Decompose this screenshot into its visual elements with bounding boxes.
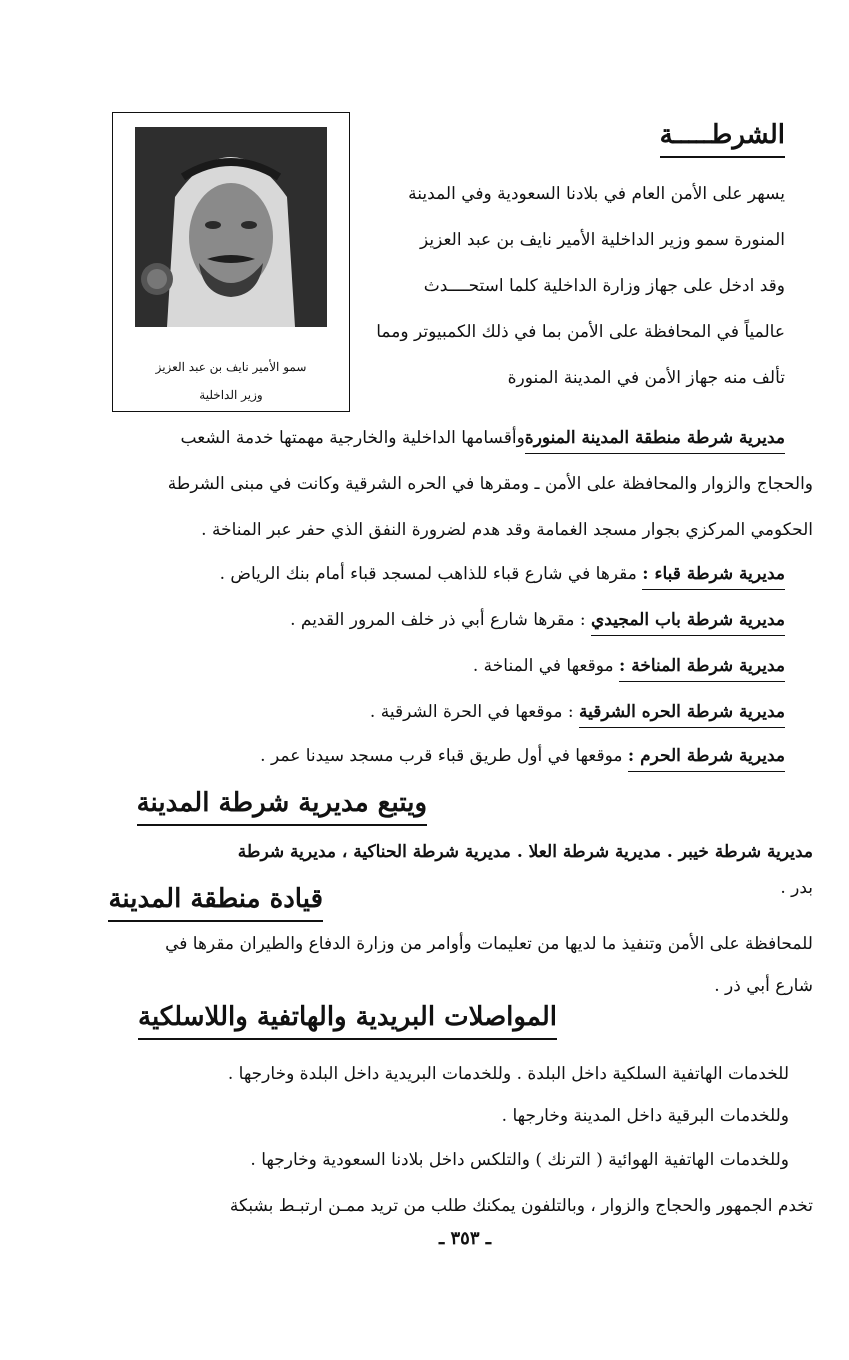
- directorate-label: مديرية شرطة الحره الشرقية: [579, 702, 785, 728]
- police-intro-line-5: تألف منه جهاز الأمن في المدينة المنورة: [507, 368, 785, 388]
- affiliated-line-1: مديرية شرطة خيبر . مديرية شرطة العلا . مديرية شرطة الحناكية ، مديرية شرطة: [237, 842, 813, 862]
- madinah-directorate-line-3: الحكومي المركزي بجوار مسجد الغمامة وقد هدم لضرورة النفق الذي حفر عبر المناخة .: [201, 520, 813, 540]
- communications-line-3: وللخدمات الهاتفية الهوائية ( الترنك ) والتلكس داخل بلادنا السعودية وخارجها .: [250, 1150, 789, 1170]
- directorate-item-bab-almajidi: [290, 608, 785, 632]
- directorate-text: : مقرها شارع أبي ذر خلف المرور القديم .: [290, 610, 591, 630]
- madinah-directorate-line-2: والحجاج والزوار والمحافظة على الأمن ـ ومقرها في الحره الشرقية وكانت في مبنى الشرطة: [167, 474, 813, 494]
- region-command-line-1: للمحافظة على الأمن وتنفيذ ما لديها من تعليمات وأوامر من وزارة الدفاع والطيران مقرها في: [165, 934, 813, 954]
- communications-line-2: وللخدمات البرقية داخل المدينة وخارجها .: [501, 1106, 789, 1126]
- affiliated-line-2: بدر .: [780, 878, 813, 898]
- affiliated-heading-wrap: [137, 786, 427, 826]
- communications-heading: المواصلات البريدية والهاتفية واللاسلكية: [138, 1000, 557, 1040]
- page-number: ـ ٣٥٣ ـ: [438, 1228, 492, 1249]
- directorate-label: مديرية شرطة قباء :: [642, 564, 785, 590]
- directorate-item-alharam: [260, 744, 785, 768]
- directorate-text: موقعها في المناخة .: [472, 656, 620, 676]
- region-command-heading-wrap: [108, 882, 323, 922]
- directorate-text: : موقعها في الحرة الشرقية .: [369, 702, 579, 722]
- photo-caption-title: وزير الداخلية: [199, 388, 263, 402]
- directorate-label: مديرية شرطة المناخة :: [619, 656, 785, 682]
- directorate-item-almanakha: [473, 654, 785, 678]
- communications-line-4: تخدم الجمهور والحجاج والزوار ، وبالتلفون يمكنك طلب من تريد ممـن ارتبـط بشبكة: [229, 1196, 813, 1216]
- directorate-label: مديرية شرطة الحرم :: [628, 746, 785, 772]
- minister-photo-frame: [112, 112, 350, 412]
- affiliated-heading: ويتبع مديرية شرطة المدينة: [137, 786, 427, 826]
- directorate-item-quba: [220, 562, 785, 586]
- communications-heading-wrap: [138, 1000, 557, 1040]
- police-intro-line-1: يسهر على الأمن العام في بلادنا السعودية وفي المدينة: [408, 184, 785, 204]
- police-intro-line-2: المنورة سمو وزير الداخلية الأمير نايف بن عبد العزيز: [419, 230, 785, 250]
- minister-portrait-image: [135, 127, 327, 327]
- directorate-item-harrah-sharqiya: [370, 700, 785, 724]
- madinah-directorate-label: مديرية شرطة منطقة المدينة المنورة: [525, 428, 785, 454]
- madinah-directorate-line1-text: وأقسامها الداخلية والخارجية مهمتها خدمة الشعب: [180, 428, 525, 448]
- police-intro-line-4: عالمياً في المحافظة على الأمن بما في ذلك الكمبيوتر ومما: [376, 322, 785, 342]
- police-title: الشرطـــــة: [660, 118, 785, 158]
- directorate-text: موقعها في أول طريق قباء قرب مسجد سيدنا عمر .: [260, 746, 628, 766]
- photo-caption-name: سمو الأمير نايف بن عبد العزيز: [155, 360, 307, 374]
- police-intro-line-3: وقد ادخل على جهاز وزارة الداخلية كلما استحــــدث: [423, 276, 785, 296]
- directorate-label: مديرية شرطة باب المجيدي: [591, 610, 785, 636]
- region-command-heading: قيادة منطقة المدينة: [108, 882, 323, 922]
- madinah-directorate-line-1: [181, 426, 785, 450]
- police-heading-wrap: [660, 118, 785, 158]
- communications-line-1: للخدمات الهاتفية السلكية داخل البلدة . وللخدمات البريدية داخل البلدة وخارجها .: [227, 1064, 789, 1084]
- region-command-line-2: شارع أبي ذر .: [714, 976, 813, 996]
- directorate-text: مقرها في شارع قباء للذاهب لمسجد قباء أمام بنك الرياض .: [219, 564, 643, 584]
